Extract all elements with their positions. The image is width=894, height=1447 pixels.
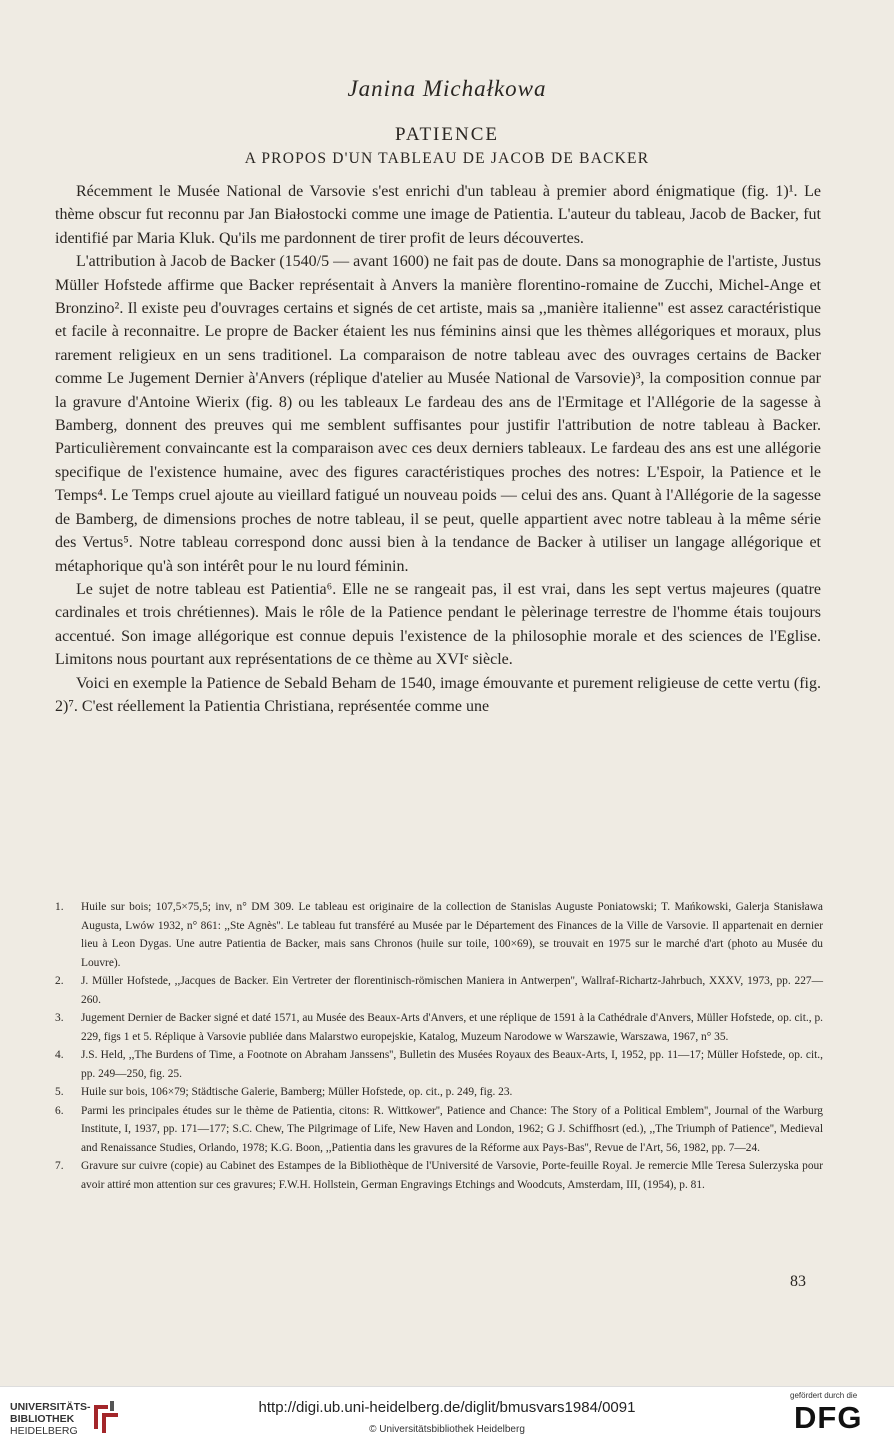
footnote xyxy=(55,1157,823,1194)
article-title: PATIENCE xyxy=(395,124,499,145)
paragraph: Voici en exemple la Patience de Sebald Beham de 1540, image émouvante et purement religieuse de cette vertu (fig. 2)⁷. C'est réellement la Patientia Christiana, représentée comme une xyxy=(55,674,821,715)
dfg-logo: DFG xyxy=(794,1400,863,1435)
footnote-text: Parmi les principales études sur le thème de Patientia, citons: R. Wittkower'', Patience and Chance: The Story of a Political Emblem'', Journal of the Warburg Institute, I, 1937, pp. 171—177; S.C. Chew, The Pilgrimage of Life, New Haven and London, 1962; G J. Schiffhosrt (ed.), ,,The Triumph of Patience'', Medieval and Renaissance Studies, Orlando, 1978; K.G. Boon, ,,Patientia dans les gravures de la Réforme aux Pays-Bas'', Revue de l'Art, 56, 1982, pp. 7—24. xyxy=(81,1104,823,1154)
footnote-number: 4. xyxy=(55,1049,64,1061)
copyright-notice: © Universitätsbibliothek Heidelberg xyxy=(369,1424,525,1435)
footnote xyxy=(55,1102,823,1158)
footnote xyxy=(55,1009,823,1046)
footnote-text: Huile sur bois, 106×79; Städtische Galerie, Bamberg; Müller Hofstede, op. cit., p. 249, fig. 23. xyxy=(81,1086,513,1098)
library-line: UNIVERSITÄTS- xyxy=(10,1401,91,1413)
library-line: BIBLIOTHEK xyxy=(10,1413,75,1425)
footnote-text: Gravure sur cuivre (copie) au Cabinet des Estampes de la Bibliothèque de l'Université de Varsovie, Porte-feuille Royal. Je remercie Mlle Teresa Sulerzyska pour avoir attiré mon attention sur ces gravures; F.W.H. Hollstein, German Engravings Etchings and Woodcuts, Amsterdam, III, (1954), p. 81. xyxy=(81,1160,823,1191)
paragraph: Récemment le Musée National de Varsovie s'est enrichi d'un tableau à premier abord énigmatique (fig. 1)¹. Le thème obscur fut reconnu par Jan Białostocki comme une image de Patientia. L'auteur du tableau, Jacob de Backer, fut identifié par Maria Kluk. Qu'ils me pardonnent de tirer profit de leurs découvertes. xyxy=(55,183,821,247)
footnotes xyxy=(55,898,823,1194)
article-body xyxy=(55,180,821,718)
page-number: 83 xyxy=(790,1273,806,1290)
sponsor-label: gefördert durch die xyxy=(790,1391,858,1400)
library-line: HEIDELBERG xyxy=(10,1425,78,1437)
footnote-number: 7. xyxy=(55,1160,64,1172)
paragraph: Le sujet de notre tableau est Patientia⁶. Elle ne se rangeait pas, il est vrai, dans les sept vertus majeures (quatre cardinales et trois chrétiennes). Mais le rôle de la Patience pendant le pèlerinage terrestre de l'homme étais toujours accentué. Son image allégorique est connue depuis l'existence de la philosophie morale et des sciences de l'Eglise. Limitons nous pourtant aux représentations de ce thème au XVIᵉ siècle. xyxy=(55,580,821,669)
footnote xyxy=(55,972,823,1009)
document-url-link[interactable]: http://digi.ub.uni-heidelberg.de/diglit/bmusvars1984/0091 xyxy=(258,1399,636,1416)
footnote xyxy=(55,1083,823,1102)
footnote-text: Huile sur bois; 107,5×75,5; inv, n° DM 309. Le tableau est originaire de la collection de Stanislas Auguste Poniatowski; T. Mańkowski, Galerja Stanisława Augusta, Lwów 1932, n° 861: ,,Ste Agnès''. Le tableau fut transféré au Musée par le Département des Finances de la Ville de Varsovie. Il appartenait en dernier lieu à Leon Dygas. Une autre Patientia de Backer, mais sans Chronos (huile sur toile, 100×69), se trouvait en 1975 sur le marché d'art (photo au Musée du Louvre). xyxy=(81,901,823,969)
footnote-number: 1. xyxy=(55,901,64,913)
footnote-number: 3. xyxy=(55,1012,64,1024)
footnote xyxy=(55,898,823,972)
article-subtitle: A PROPOS D'UN TABLEAU DE JACOB DE BACKER xyxy=(244,150,650,167)
footnote xyxy=(55,1046,823,1083)
footnote-text: Jugement Dernier de Backer signé et daté 1571, au Musée des Beaux-Arts d'Anvers, et une réplique de 1591 à la Cathédrale d'Anvers, Müller Hofstede, op. cit., p. 229, figs 1 et 5. Réplique à Varsovie publiée dans Malarstwo europejskie, Katalog, Muzeum Narodowe w Warszawie, Warszawa, 1967, n° 35. xyxy=(81,1012,823,1043)
footnote-number: 5. xyxy=(55,1086,64,1098)
footnote-number: 6. xyxy=(55,1104,64,1117)
footnote-number: 2. xyxy=(55,975,64,987)
paragraph: L'attribution à Jacob de Backer (1540/5 — avant 1600) ne fait pas de doute. Dans sa monographie de l'artiste, Justus Müller Hofstede affirme que Backer représentait à Anvers la manière florentino-romaine de Zucchi, Michel-Ange et Bronzino². Il existe peu d'ouvrages certains et signés de cet artiste, mais sa ,,manière italienne'' est assez caractéristique et facile à reconnaitre. Le propre de Backer étaient les nus féminins ainsi que les thèmes allégoriques et moraux, plus rarement religieux en un sens traditionel. La comparaison de notre tableau avec des ouvrages certains de Backer comme Le Jugement Dernier à'Anvers (réplique d'atelier au Musée National de Varsovie)³, la composition connue par la gravure d'Antoine Wierix (fig. 8) ou les tableaux Le fardeau des ans de l'Ermitage et l'Allégorie de la sagesse à Bamberg, donnent des preuves qui me semblent suffisantes pour justifir l'attribution de notre tableau à Backer. Particulièrement convaincante est la comparaison avec ces deux derniers tableaux. Le fardeau des ans est une allégorie specifique de l'existence humaine, avec des figures caractéristiques proches des notres: L'Espoir, la Patience et le Temps⁴. Le Temps cruel ajoute au vieillard fatigué un nouveau poids — celui des ans. Quant à l'Allégorie de la sagesse de Bamberg, de dimensions proches de notre tableau, il se peut, quelle appartient avec notre tableau à la même série des Vertus⁵. Notre tableau correspond donc aussi bien à la tendance de Backer à utiliser un langage allégorique et métaphorique qu'à son intérêt pour le nu lourd féminin. xyxy=(55,253,821,575)
footnote-text: J. Müller Hofstede, ,,Jacques de Backer. Ein Vertreter der florentinisch-römischen Maniera in Antwerpen'', Wallraf-Richartz-Jahrbuch, XXXV, 1973, pp. 227—260. xyxy=(81,975,823,1006)
footnote-text: J.S. Held, ,,The Burdens of Time, a Footnote on Abraham Janssens'', Bulletin des Musées Royaux des Beaux-Arts, I, 1952, pp. 11—17; Müller Hofstede, op. cit., pp. 249—250, fig. 25. xyxy=(81,1049,823,1080)
author-name: Janina Michałkowa xyxy=(347,76,547,101)
viewer-footer xyxy=(0,1386,894,1447)
